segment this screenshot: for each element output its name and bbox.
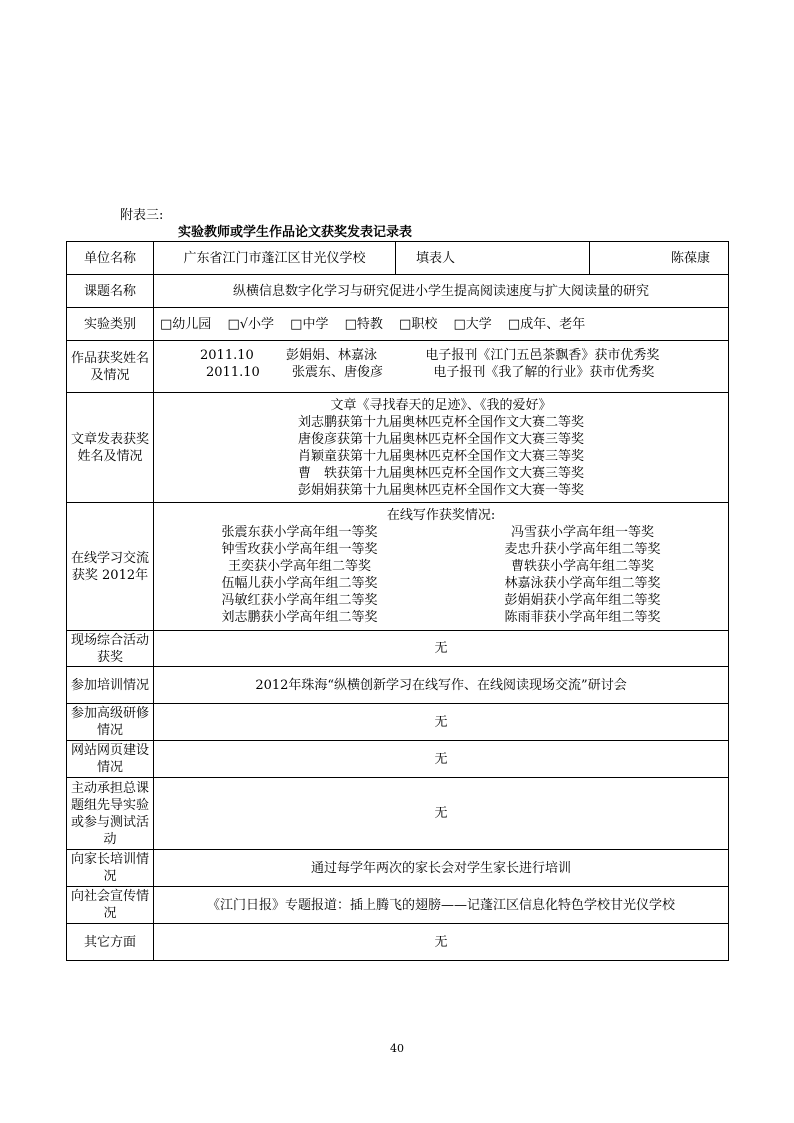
category-option: □成年、老年 [507,316,586,332]
category-option: □大学 [453,316,492,332]
other-label: 其它方面 [67,924,154,961]
row-other [67,924,729,961]
training-value: 2012年珠海“纵横创新学习在线写作、在线阅读现场交流”研讨会 [154,667,729,704]
row-topic [67,275,729,308]
publicity-label: 向社会宣传情况 [67,887,154,924]
page-number: 40 [390,1042,404,1055]
training-label: 参加培训情况 [67,667,154,704]
advanced-label: 参加高级研修情况 [67,704,154,741]
article-line: 曹 轶获第十九届奥林匹克杯全国作文大赛三等奖 [298,465,585,481]
row-parents [67,850,729,887]
articles-label: 文章发表获奖姓名及情况 [67,393,154,503]
category-label: 实验类别 [67,308,154,341]
row-publicity [67,887,729,924]
publicity-value: 《江门日报》专题报道：插上腾飞的翅膀——记蓬江区信息化特色学校甘光仪学校 [154,887,729,924]
website-value: 无 [154,741,729,778]
online-heading: 在线写作获奖情况: [386,508,496,523]
online-row [158,592,724,609]
award-desc: 电子报刊《我了解的行业》获市优秀奖 [433,365,655,380]
online-award: 刘志鹏获小学高年组二等奖 [221,610,378,625]
article-line: 刘志鹏获第十九届奥林匹克杯全国作文大赛二等奖 [298,414,585,430]
online-award: 麦忠升获小学高年组二等奖 [504,542,661,557]
online-award: 伍幅儿获小学高年组二等奖 [221,576,378,591]
row-onsite [67,631,729,667]
online-award: 钟雪玫获小学高年组一等奖 [221,542,378,557]
online-award: 张震东获小学高年组一等奖 [221,525,378,540]
works-line [158,364,724,381]
online-award: 冯雪获小学高年组一等奖 [511,525,655,540]
online-award: 彭娟娟获小学高年组二等奖 [504,593,661,608]
article-line: 文章《寻找春天的足迹》、《我的爱好》 [330,397,552,413]
works-value [154,341,729,393]
award-names: 彭娟娟、林嘉泳 [286,348,378,363]
other-value: 无 [154,924,729,961]
row-articles [67,393,729,503]
onsite-value: 无 [154,631,729,667]
website-label: 网站网页建设情况 [67,741,154,778]
article-line: 唐俊彦获第十九届奥林匹克杯全国作文大赛三等奖 [298,431,585,447]
row-online [67,503,729,631]
works-line [158,347,724,364]
award-desc: 电子报刊《江门五邑茶飘香》获市优秀奖 [425,348,660,363]
works-label: 作品获奖姓名及情况 [67,341,154,393]
row-training [67,667,729,704]
table-title: 实验教师或学生作品论文获奖发表记录表 [178,225,413,240]
row-works [67,341,729,393]
category-option: □√小学 [227,316,275,332]
row-category [67,308,729,341]
unit-label: 单位名称 [67,242,154,275]
record-table [66,241,729,961]
online-row [158,575,724,592]
appendix-caption: 附表三: [120,208,164,223]
online-award: 王奕获小学高年组二等奖 [228,559,372,574]
lead-label: 主动承担总课题组先导实验或参与测试活动 [67,778,154,850]
category-option: □幼儿园 [160,316,212,332]
topic-value: 纵横信息数字化学习与研究促进小学生提高阅读速度与扩大阅读量的研究 [154,275,729,308]
advanced-value: 无 [154,704,729,741]
online-award: 陈雨菲获小学高年组二等奖 [504,610,661,625]
filler-label: 填表人 [396,242,590,275]
row-advanced [67,704,729,741]
online-row [158,524,724,541]
award-date: 2011.10 [200,348,254,363]
row-unit [67,242,729,275]
award-date: 2011.10 [206,365,260,380]
online-award: 冯敏红获小学高年组二等奖 [221,593,378,608]
category-option: □中学 [290,316,329,332]
parents-label: 向家长培训情况 [67,850,154,887]
parents-value: 通过每学年两次的家长会对学生家长进行培训 [154,850,729,887]
onsite-label: 现场综合活动获奖 [67,631,154,667]
article-line: 肖颖童获第十九届奥林匹克杯全国作文大赛三等奖 [298,448,585,464]
articles-value [154,393,729,503]
filler-value: 陈葆康 [590,242,729,275]
online-row [158,541,724,558]
online-award: 曹轶获小学高年组二等奖 [511,559,655,574]
article-line: 彭娟娟获第十九届奥林匹克杯全国作文大赛一等奖 [298,482,585,498]
online-row [158,609,724,626]
online-value [154,503,729,631]
online-label: 在线学习交流获奖 2012年 [67,503,154,631]
row-lead [67,778,729,850]
award-names: 张震东、唐俊彦 [292,365,384,380]
category-option: □职校 [399,316,438,332]
row-website [67,741,729,778]
topic-label: 课题名称 [67,275,154,308]
online-award: 林嘉泳获小学高年组二等奖 [504,576,661,591]
unit-value: 广东省江门市蓬江区甘光仪学校 [154,242,396,275]
lead-value: 无 [154,778,729,850]
category-options [154,308,729,341]
online-row [158,558,724,575]
category-option: □特教 [344,316,383,332]
